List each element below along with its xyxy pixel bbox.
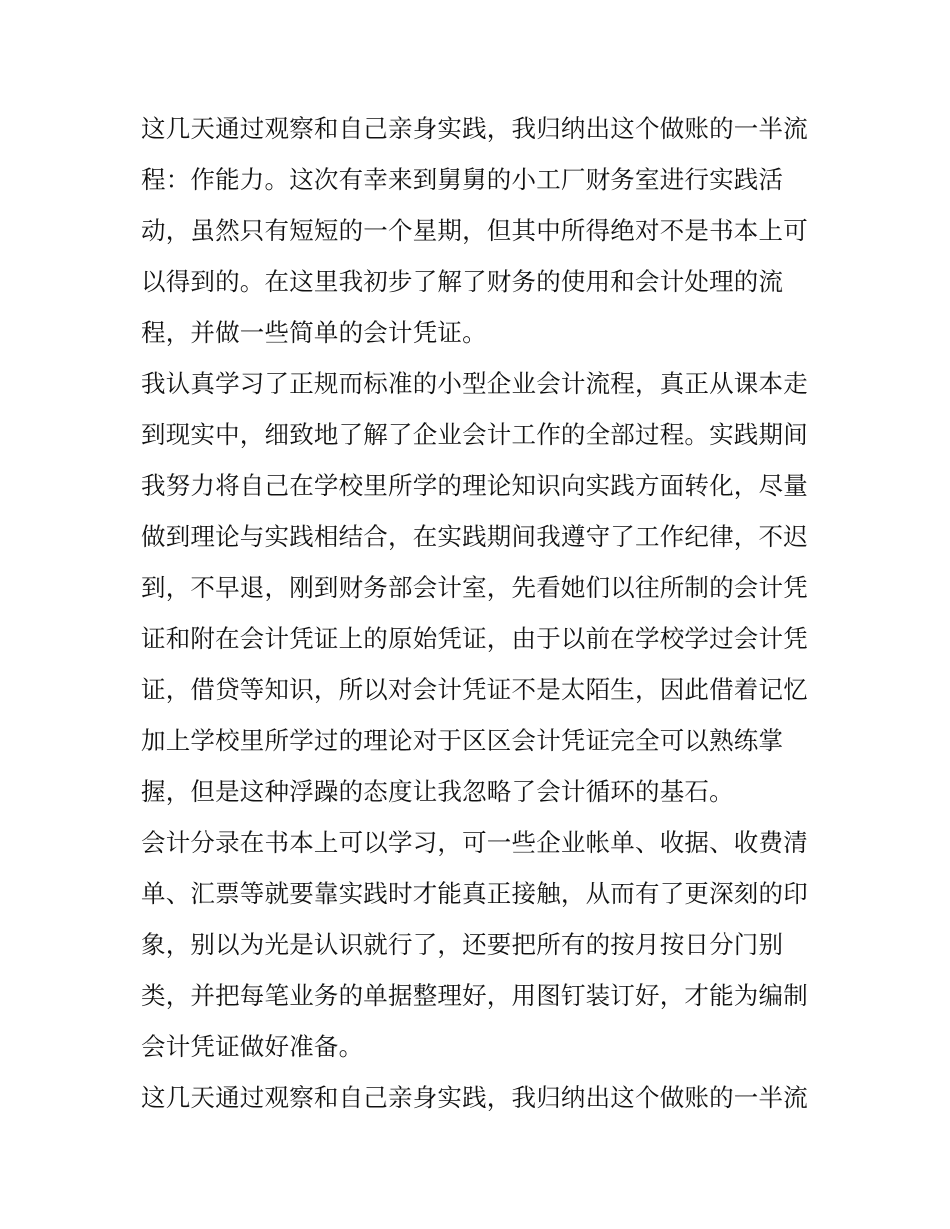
text-line: 象，别以为光是认识就行了，还要把所有的按月按日分门别	[141, 930, 784, 959]
text-line: 以得到的。在这里我初步了解了财务的使用和会计处理的流	[141, 267, 784, 296]
text-line: 做到理论与实践相结合，在实践期间我遵守了工作纪律，不迟	[141, 522, 808, 551]
text-line: 证和附在会计凭证上的原始凭证，由于以前在学校学过会计凭	[141, 624, 808, 653]
text-line: 程，并做一些简单的会计凭证。	[141, 318, 487, 347]
text-line: 会计分录在书本上可以学习，可一些企业帐单、收据、收费清	[141, 828, 808, 857]
text-line: 这几天通过观察和自己亲身实践，我归纳出这个做账的一半流	[141, 1083, 808, 1112]
text-line: 到，不早退，刚到财务部会计室，先看她们以往所制的会计凭	[141, 573, 808, 602]
document-text	[141, 103, 821, 1123]
text-line: 握，但是这种浮躁的态度让我忽略了会计循环的基石。	[141, 777, 734, 806]
text-line: 我努力将自己在学校里所学的理论知识向实践方面转化，尽量	[141, 471, 808, 500]
text-line: 类，并把每笔业务的单据整理好，用图钉装订好，才能为编制	[141, 981, 808, 1010]
text-line: 单、汇票等就要靠实践时才能真正接触，从而有了更深刻的印	[141, 879, 808, 908]
text-line: 我认真学习了正规而标准的小型企业会计流程，真正从课本走	[141, 369, 808, 398]
text-line: 会计凭证做好准备。	[141, 1032, 364, 1061]
text-line: 动，虽然只有短短的一个星期，但其中所得绝对不是书本上可	[141, 216, 808, 245]
text-line: 这几天通过观察和自己亲身实践，我归纳出这个做账的一半流	[141, 114, 808, 143]
text-line: 程：作能力。这次有幸来到舅舅的小工厂财务室进行实践活	[141, 165, 784, 194]
text-line: 到现实中，细致地了解了企业会计工作的全部过程。实践期间	[141, 420, 808, 449]
text-line: 证，借贷等知识，所以对会计凭证不是太陌生，因此借着记忆	[141, 675, 808, 704]
text-line: 加上学校里所学过的理论对于区区会计凭证完全可以熟练掌	[141, 726, 784, 755]
